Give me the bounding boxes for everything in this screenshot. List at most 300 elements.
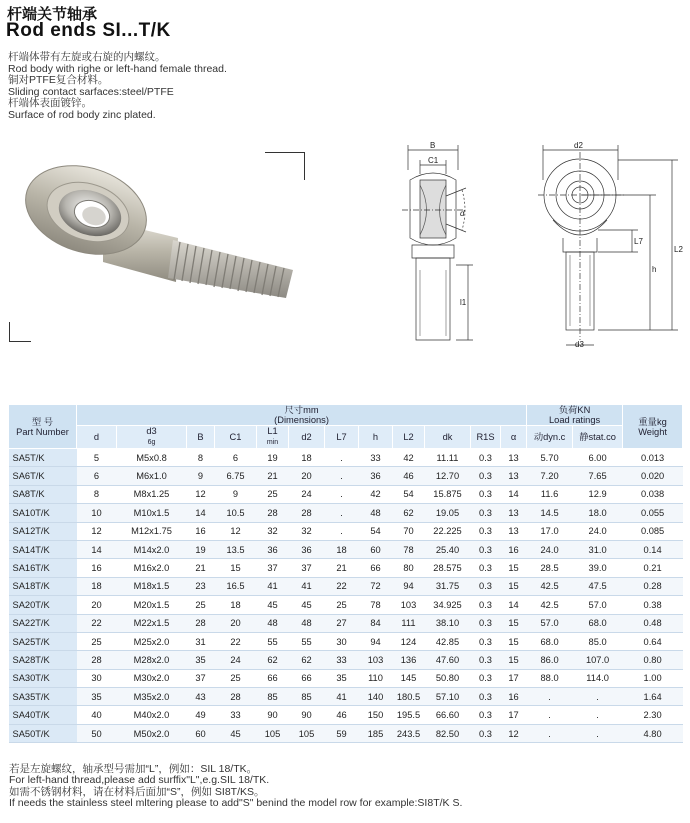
label-c1: C1 (428, 156, 439, 165)
table-cell: 13.5 (215, 540, 257, 558)
table-cell: 48 (359, 504, 393, 522)
table-cell: 28.575 (425, 559, 471, 577)
table-cell: 0.3 (471, 540, 501, 558)
table-cell: 15 (501, 632, 527, 650)
part-number-cell: SA12T/K (9, 522, 77, 540)
table-row (9, 651, 683, 669)
table-cell: 66 (257, 669, 289, 687)
desc-line: 铜对PTFE复合材料。 (8, 74, 109, 87)
table-cell: 1.64 (623, 688, 683, 706)
table-cell: 22 (77, 614, 117, 632)
table-row (9, 632, 683, 650)
table-cell: 6 (77, 467, 117, 485)
table-cell: 10.5 (215, 504, 257, 522)
front-view (538, 145, 678, 345)
table-cell: 55 (289, 632, 325, 650)
table-cell: 57.0 (527, 614, 573, 632)
table-cell: 48 (257, 614, 289, 632)
table-cell: 42 (359, 485, 393, 503)
table-cell: M16x2.0 (117, 559, 187, 577)
table-cell: 7.65 (573, 467, 623, 485)
table-cell: M22x1.5 (117, 614, 187, 632)
table-cell: 18 (289, 449, 325, 467)
table-cell: 0.3 (471, 559, 501, 577)
table-cell: 195.5 (393, 706, 425, 724)
table-cell: 18 (77, 577, 117, 595)
table-cell: 24 (289, 485, 325, 503)
part-number-cell: SA5T/K (9, 449, 77, 467)
table-cell: 22 (215, 632, 257, 650)
table-cell: 35 (325, 669, 359, 687)
title-en: Rod ends SI...T/K (6, 20, 171, 41)
table-cell: 105 (257, 724, 289, 742)
table-cell: 0.3 (471, 632, 501, 650)
table-cell: 20 (289, 467, 325, 485)
table-cell: 32 (257, 522, 289, 540)
table-cell: 32 (289, 522, 325, 540)
header-dyn: 动dyn.c (527, 426, 573, 449)
table-cell: 12 (501, 724, 527, 742)
table-cell: 0.3 (471, 651, 501, 669)
table-cell: M25x2.0 (117, 632, 187, 650)
table-cell: 0.3 (471, 706, 501, 724)
header-weight: 重量kg Weight (623, 405, 683, 449)
table-cell: 10 (77, 504, 117, 522)
table-row (9, 449, 683, 467)
table-cell: 72 (359, 577, 393, 595)
table-cell: 21 (325, 559, 359, 577)
table-cell: 33 (359, 449, 393, 467)
table-cell: 12.9 (573, 485, 623, 503)
label-d2: d2 (574, 141, 583, 150)
table-row (9, 577, 683, 595)
table-cell: 25 (187, 596, 215, 614)
table-cell: 45 (215, 724, 257, 742)
table-cell: 31.75 (425, 577, 471, 595)
table-cell: 43 (187, 688, 215, 706)
table-cell: M50x2.0 (117, 724, 187, 742)
table-cell: 7.20 (527, 467, 573, 485)
table-cell: 0.38 (623, 596, 683, 614)
table-cell: 84 (359, 614, 393, 632)
table-cell: 140 (359, 688, 393, 706)
table-cell: 0.3 (471, 504, 501, 522)
table-cell: 25 (215, 669, 257, 687)
table-cell: 0.28 (623, 577, 683, 595)
table-cell: 15 (215, 559, 257, 577)
table-cell: 46 (393, 467, 425, 485)
header-alpha: α (501, 426, 527, 449)
table-cell: 48 (289, 614, 325, 632)
note-line: For left-hand thread,please add surffix"L",e.g.SIL 18/TK. (9, 774, 270, 787)
table-cell: 17.0 (527, 522, 573, 540)
table-cell: 20 (215, 614, 257, 632)
table-cell: 19.05 (425, 504, 471, 522)
table-cell: 17 (501, 706, 527, 724)
table-cell: M14x2.0 (117, 540, 187, 558)
note-line: 若是左旋螺纹，轴承型号需加“L”，例如：SIL 18/TK。 (9, 763, 258, 775)
table-cell: 15 (501, 559, 527, 577)
table-cell: M5x0.8 (117, 449, 187, 467)
table-row (9, 596, 683, 614)
table-cell: 85 (289, 688, 325, 706)
table-cell: 14 (501, 485, 527, 503)
table-cell: M18x1.5 (117, 577, 187, 595)
table-cell: 18.0 (573, 504, 623, 522)
header-d3: d3 6g (117, 426, 187, 449)
table-cell: 60 (187, 724, 215, 742)
table-row (9, 724, 683, 742)
table-cell: 0.3 (471, 485, 501, 503)
header-h: h (359, 426, 393, 449)
table-cell: 25 (257, 485, 289, 503)
table-cell: 0.3 (471, 688, 501, 706)
table-cell: 66 (289, 669, 325, 687)
thread-section (168, 240, 293, 298)
table-cell: 6.75 (215, 467, 257, 485)
desc-line: 杆端体表面镀锌。 (8, 97, 92, 110)
table-cell: 0.80 (623, 651, 683, 669)
table-cell: 0.3 (471, 669, 501, 687)
table-cell: 90 (289, 706, 325, 724)
label-d: d (460, 209, 465, 218)
table-cell: 15.875 (425, 485, 471, 503)
table-cell: 57.10 (425, 688, 471, 706)
table-cell: 17 (501, 669, 527, 687)
table-cell: 19 (257, 449, 289, 467)
table-row (9, 669, 683, 687)
table-cell: 68.0 (527, 632, 573, 650)
table-cell: 42.5 (527, 577, 573, 595)
table-cell: M20x1.5 (117, 596, 187, 614)
table-cell: 30 (77, 669, 117, 687)
table-cell: 110 (359, 669, 393, 687)
desc-line: Surface of rod body zinc plated. (8, 108, 156, 121)
table-cell: 13 (501, 467, 527, 485)
table-cell: 16.5 (215, 577, 257, 595)
table-cell: . (573, 706, 623, 724)
part-number-cell: SA35T/K (9, 688, 77, 706)
table-cell: 39.0 (573, 559, 623, 577)
table-cell: 54 (359, 522, 393, 540)
table-cell: 0.3 (471, 467, 501, 485)
table-cell: 68.0 (573, 614, 623, 632)
table-row (9, 504, 683, 522)
table-cell: 150 (359, 706, 393, 724)
table-cell: 185 (359, 724, 393, 742)
part-number-cell: SA18T/K (9, 577, 77, 595)
description (8, 52, 227, 122)
table-cell: 31.0 (573, 540, 623, 558)
table-cell: 11.11 (425, 449, 471, 467)
table-cell: 66 (359, 559, 393, 577)
part-number-cell: SA6T/K (9, 467, 77, 485)
table-cell: 40 (77, 706, 117, 724)
table-cell: 1.00 (623, 669, 683, 687)
table-cell: 62 (257, 651, 289, 669)
table-cell: 23 (187, 577, 215, 595)
table-cell: 31 (187, 632, 215, 650)
table-cell: 24 (215, 651, 257, 669)
label-l2: L2 (674, 245, 683, 254)
table-cell: 25.40 (425, 540, 471, 558)
table-cell: 12 (77, 522, 117, 540)
table-cell: 9 (187, 467, 215, 485)
header-l1: L1 min (257, 426, 289, 449)
table-cell: 28.5 (527, 559, 573, 577)
table-cell: M12x1.75 (117, 522, 187, 540)
table-cell: 28 (289, 504, 325, 522)
table-cell: 94 (359, 632, 393, 650)
header-l2: L2 (393, 426, 425, 449)
table-cell: 111 (393, 614, 425, 632)
title-cn: 杆端关节轴承 (7, 6, 98, 23)
table-cell: 243.5 (393, 724, 425, 742)
header-l7: L7 (325, 426, 359, 449)
label-l7: L7 (634, 237, 643, 246)
table-cell: 0.48 (623, 614, 683, 632)
part-number-cell: SA8T/K (9, 485, 77, 503)
header-d: d (77, 426, 117, 449)
table-cell: 42 (393, 449, 425, 467)
desc-line: Sliding contact sarfaces:steel/PTFE (8, 85, 174, 98)
header-dk: dk (425, 426, 471, 449)
table-cell: 55 (257, 632, 289, 650)
table-cell: 14 (501, 596, 527, 614)
table-row (9, 688, 683, 706)
table-row (9, 706, 683, 724)
table-cell: 21 (257, 467, 289, 485)
header-load-ratings: 负荷KN Load ratings (527, 405, 623, 426)
table-cell: 8 (187, 449, 215, 467)
table-cell: 28 (215, 688, 257, 706)
table-cell: 41 (257, 577, 289, 595)
table-cell: 25 (77, 632, 117, 650)
table-cell: M10x1.5 (117, 504, 187, 522)
table-cell: 124 (393, 632, 425, 650)
table-cell: . (527, 688, 573, 706)
table-cell: . (325, 504, 359, 522)
desc-line: Rod body with righe or left-hand female thread. (8, 62, 227, 75)
table-cell: 15 (501, 577, 527, 595)
table-cell: 0.020 (623, 467, 683, 485)
table-cell: 4.80 (623, 724, 683, 742)
table-cell: 36 (289, 540, 325, 558)
table-cell: 66.60 (425, 706, 471, 724)
table-cell: 36 (257, 540, 289, 558)
table-cell: 16 (501, 540, 527, 558)
side-view (402, 145, 473, 340)
table-cell: 21 (187, 559, 215, 577)
table-cell: 62 (289, 651, 325, 669)
table-cell: 60 (359, 540, 393, 558)
table-cell: 16 (187, 522, 215, 540)
spec-table (8, 404, 683, 743)
desc-line: 杆端体带有左旋或右旋的内螺纹。 (8, 51, 166, 63)
table-cell: 35 (77, 688, 117, 706)
table-cell: 35 (187, 651, 215, 669)
table-cell: 33 (325, 651, 359, 669)
header-d2: d2 (289, 426, 325, 449)
table-cell: 5 (77, 449, 117, 467)
table-cell: 46 (325, 706, 359, 724)
part-number-cell: SA30T/K (9, 669, 77, 687)
part-number-cell: SA22T/K (9, 614, 77, 632)
table-cell: 0.3 (471, 577, 501, 595)
table-cell: 11.6 (527, 485, 573, 503)
table-cell: 18 (215, 596, 257, 614)
table-cell: 0.3 (471, 522, 501, 540)
table-cell: 105 (289, 724, 325, 742)
table-row (9, 559, 683, 577)
table-cell: M30x2.0 (117, 669, 187, 687)
table-cell: 50 (77, 724, 117, 742)
table-cell: 57.0 (573, 596, 623, 614)
label-l1: l1 (460, 298, 467, 307)
table-cell: 88.0 (527, 669, 573, 687)
table-cell: 0.3 (471, 596, 501, 614)
table-cell: . (325, 522, 359, 540)
table-cell: 42.5 (527, 596, 573, 614)
table-cell: 80 (393, 559, 425, 577)
table-cell: 13 (501, 522, 527, 540)
table-cell: 9 (215, 485, 257, 503)
part-number-cell: SA50T/K (9, 724, 77, 742)
table-row (9, 522, 683, 540)
table-cell: 38.10 (425, 614, 471, 632)
table-cell: 180.5 (393, 688, 425, 706)
table-cell: 30 (325, 632, 359, 650)
table-cell: 28 (187, 614, 215, 632)
table-cell: . (325, 485, 359, 503)
table-cell: 0.3 (471, 449, 501, 467)
rod-end-photo (8, 150, 308, 345)
table-cell: 0.3 (471, 614, 501, 632)
table-cell: 12 (187, 485, 215, 503)
part-number-cell: SA40T/K (9, 706, 77, 724)
part-number-cell: SA20T/K (9, 596, 77, 614)
table-cell: M28x2.0 (117, 651, 187, 669)
table-cell: 0.3 (471, 724, 501, 742)
table-cell: 13 (501, 504, 527, 522)
notes (9, 764, 462, 810)
table-cell: 41 (325, 688, 359, 706)
technical-drawing (398, 140, 688, 350)
table-cell: 114.0 (573, 669, 623, 687)
label-b: B (430, 141, 436, 150)
part-number-cell: SA16T/K (9, 559, 77, 577)
table-cell: 28 (77, 651, 117, 669)
table-row (9, 467, 683, 485)
table-cell: 8 (77, 485, 117, 503)
table-cell: 28 (257, 504, 289, 522)
table-cell: 16 (501, 688, 527, 706)
table-cell: 0.64 (623, 632, 683, 650)
table-cell: 0.038 (623, 485, 683, 503)
table-cell: 6 (215, 449, 257, 467)
table-row (9, 485, 683, 503)
table-cell: 103 (359, 651, 393, 669)
note-line: If needs the stainless steel mltering please to add"S" benind the model row for example:SI8T/K S. (9, 797, 463, 810)
header-dimensions: 尺寸mm (Dimensions) (77, 405, 527, 426)
part-number-cell: SA28T/K (9, 651, 77, 669)
table-row (9, 540, 683, 558)
table-cell: 47.5 (573, 577, 623, 595)
table-cell: 47.60 (425, 651, 471, 669)
table-cell: 37 (257, 559, 289, 577)
table-cell: 59 (325, 724, 359, 742)
table-cell: 78 (393, 540, 425, 558)
table-cell: 15 (501, 651, 527, 669)
table-cell: 78 (359, 596, 393, 614)
table-cell: 0.21 (623, 559, 683, 577)
table-cell: 49 (187, 706, 215, 724)
table-cell: 45 (289, 596, 325, 614)
table-cell: . (325, 449, 359, 467)
table-cell: 41 (289, 577, 325, 595)
part-number-cell: SA14T/K (9, 540, 77, 558)
table-cell: 25 (325, 596, 359, 614)
table-cell: 42.85 (425, 632, 471, 650)
table-cell: 62 (393, 504, 425, 522)
table-cell: 86.0 (527, 651, 573, 669)
label-h: h (652, 265, 657, 274)
table-cell: 5.70 (527, 449, 573, 467)
table-cell: . (325, 467, 359, 485)
table-cell: 45 (257, 596, 289, 614)
table-cell: 22.225 (425, 522, 471, 540)
header-r1s: R1S (471, 426, 501, 449)
table-cell: 22 (325, 577, 359, 595)
note-line: 如需不锈钢材料，请在材料后面加“S”，例如 SI8T/KS。 (9, 785, 265, 798)
table-cell: 2.30 (623, 706, 683, 724)
table-cell: 14 (187, 504, 215, 522)
table-cell: 34.925 (425, 596, 471, 614)
table-cell: 85.0 (573, 632, 623, 650)
table-cell: 0.013 (623, 449, 683, 467)
header-c1: C1 (215, 426, 257, 449)
table-cell: 54 (393, 485, 425, 503)
table-cell: 24.0 (573, 522, 623, 540)
table-cell: M8x1.25 (117, 485, 187, 503)
table-cell: . (527, 706, 573, 724)
header-stat: 静stat.co (573, 426, 623, 449)
table-row (9, 614, 683, 632)
label-d3: d3 (575, 340, 584, 349)
table-cell: 19 (187, 540, 215, 558)
table-cell: . (573, 688, 623, 706)
table-cell: 20 (77, 596, 117, 614)
table-cell: . (527, 724, 573, 742)
part-number-cell: SA25T/K (9, 632, 77, 650)
table-cell: 16 (77, 559, 117, 577)
header-b: B (187, 426, 215, 449)
table-cell: 36 (359, 467, 393, 485)
table-cell: 136 (393, 651, 425, 669)
table-cell: 0.055 (623, 504, 683, 522)
table-cell: 15 (501, 614, 527, 632)
table-cell: 14.5 (527, 504, 573, 522)
table-cell: 13 (501, 449, 527, 467)
table-cell: 50.80 (425, 669, 471, 687)
table-cell: 6.00 (573, 449, 623, 467)
header-part-number: 型 号 Part Number (9, 405, 77, 449)
table-cell: 103 (393, 596, 425, 614)
table-cell: 107.0 (573, 651, 623, 669)
table-cell: 37 (187, 669, 215, 687)
table-cell: 0.085 (623, 522, 683, 540)
table-cell: . (573, 724, 623, 742)
